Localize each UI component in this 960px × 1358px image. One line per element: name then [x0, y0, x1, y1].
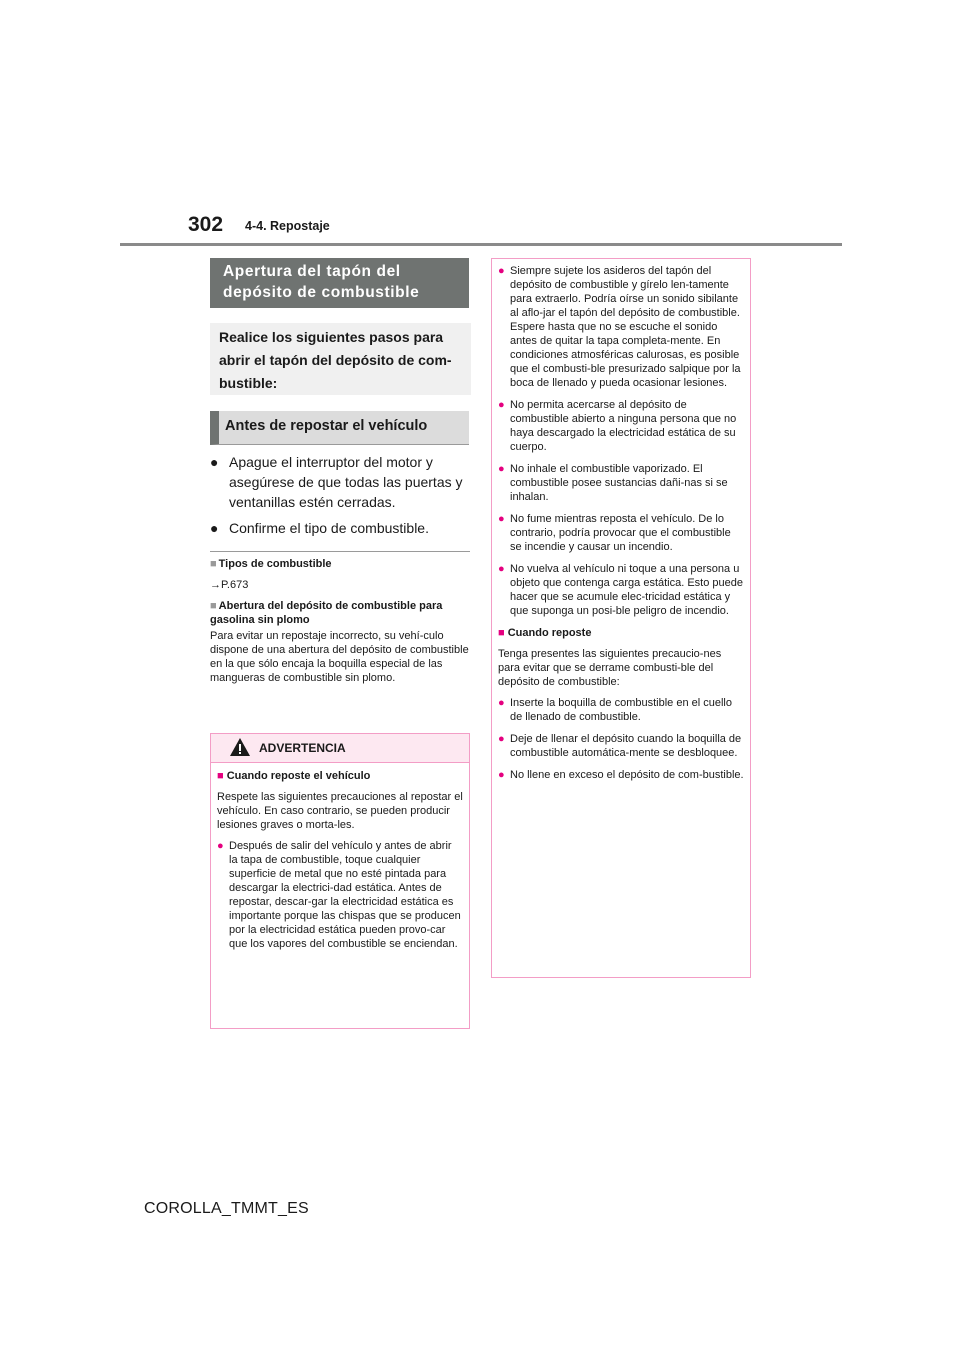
list-item [498, 398, 744, 454]
square-icon: ■ [498, 627, 505, 639]
list-item [210, 452, 470, 512]
warning-title-text: Cuando reposte el vehículo [226, 770, 371, 782]
bullet-text: Después de salir del vehículo y antes de abrir la tapa de combustible, toque cualquier superficie de metal que no esté pintada para descargar la electrici-dad estática. Antes de repostar, descar-gar la electricidad estática es importante porque las chispas que se producen por la electricidad estática pueden provo-car que los vapores del combustible se enciendan. [229, 840, 461, 950]
bullet-text: No inhale el combustible vaporizado. El combustible posee sustancias dañi-nas si se inhalan. [510, 463, 728, 503]
page-number: 302 [188, 213, 224, 236]
warning-box [210, 733, 470, 1029]
warning-title [217, 769, 463, 783]
note-title [210, 557, 472, 571]
section-heading-text: Cuando reposte [507, 627, 592, 639]
bullet-text: Inserte la boquilla de combustible en el cuello de llenado de combustible. [510, 697, 732, 723]
square-icon: ■ [210, 558, 217, 570]
list-item [498, 562, 744, 618]
bullet-icon: ● [498, 513, 505, 525]
warning-body [211, 763, 469, 951]
bullet-text: No fume mientras reposta el vehículo. De lo contrario, podría provocar que el combustible se incendie y causar un incendio. [510, 513, 731, 553]
list-item [498, 512, 744, 554]
bullet-icon: ● [498, 463, 505, 475]
warning-header [211, 734, 469, 763]
note-title-text: Abertura del depósito de combustible para gasolina sin plomo [210, 600, 443, 626]
bullet-text: Deje de llenar el depósito cuando la boquilla de combustible automática-mente se desbloquee. [510, 733, 742, 759]
list-item [498, 264, 744, 390]
bullet-icon: ● [210, 520, 219, 536]
warning-label: ADVERTENCIA [259, 741, 346, 755]
bullet-text: No permita acercarse al depósito de combustible abierto a ninguna persona que no haya descargado la electricidad estática de su cuerpo. [510, 399, 737, 453]
bullet-icon: ● [210, 454, 219, 470]
square-icon: ■ [217, 770, 224, 782]
list-item [498, 732, 744, 760]
steps-list [210, 452, 470, 544]
bullet-icon: ● [217, 840, 224, 852]
list-item [498, 696, 744, 724]
page-reference: →P.673 [210, 579, 249, 591]
bullet-icon: ● [498, 399, 505, 411]
bullet-icon: ● [498, 769, 505, 781]
subheading: Antes de repostar el vehículo [210, 411, 469, 445]
banner-title: Apertura del tapón del depósito de combustible [210, 258, 469, 308]
step-text: Apague el interruptor del motor y asegúrese de que todas las puertas y ventanillas estén cerradas. [229, 454, 463, 510]
bullet-text: No vuelva al vehículo ni toque a una persona u objeto que contenga carga estática. Esto puede hacer que se acumule elec-tricidad estática y que suponga un posi-ble peligro de incendio. [510, 563, 744, 617]
divider [210, 551, 470, 552]
bullet-icon: ● [498, 697, 505, 709]
step-text: Confirme el tipo de combustible. [229, 520, 429, 536]
document-footer: COROLLA_TMMT_ES [144, 1200, 309, 1217]
bullet-text: Siempre sujete los asideros del tapón del depósito de combustible y gírelo len-tamente para extraerlo. Podría oírse un sonido sibilante al aflo-jar el tapón del depósito de combustible. Espere hasta que no se escuche el sonido antes de quitar la tapa completa-mente. En condiciones atmosféricas calurosas, es posible que el combusti-ble presurizado salpique por la boca de llenado y pueda ocasionar lesiones. [510, 265, 741, 389]
bullet-icon: ● [498, 265, 505, 277]
bullet-text: No llene en exceso el depósito de com-bustible. [510, 769, 744, 781]
header-rule [120, 243, 842, 246]
bullet-icon: ● [498, 563, 505, 575]
bullet-icon: ● [498, 733, 505, 745]
list-item [498, 462, 744, 504]
list-item [498, 768, 744, 782]
note-title-text: Tipos de combustible [218, 558, 332, 570]
note-title [210, 599, 472, 627]
section-heading [498, 626, 744, 640]
notes [210, 557, 472, 692]
warning-text: Respete las siguientes precauciones al repostar el vehículo. En caso contrario, se pueden producir lesiones graves o morta-les. [217, 791, 463, 831]
warning-triangle-icon [229, 737, 251, 757]
square-icon: ■ [210, 600, 217, 612]
intro-text: Realice los siguientes pasos para abrir el tapón del depósito de com-bustible: [210, 323, 471, 395]
warning-continuation-box [491, 258, 751, 978]
list-item [210, 518, 470, 538]
note-text: Para evitar un repostaje incorrecto, su vehí-culo dispone de una abertura del depósito de combustible en la que sólo encaja la boquilla especial de las mangueras de combustible sin plomo. [210, 630, 469, 684]
list-item [217, 839, 463, 951]
section-title: 4-4. Repostaje [245, 219, 330, 233]
section-text: Tenga presentes las siguientes precaucio-nes para evitar que se derrame combusti-ble del depósito de combustible: [498, 648, 722, 688]
